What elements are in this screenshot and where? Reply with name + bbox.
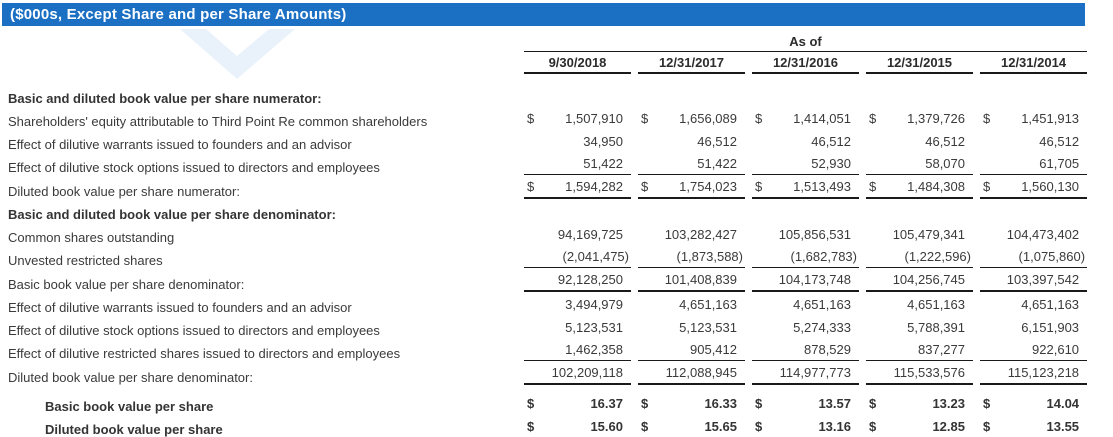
value-cell (859, 268, 973, 292)
cell-value: 12.85 (932, 418, 965, 434)
value-cell (973, 175, 1087, 199)
as-of-cell (517, 34, 1087, 52)
date-row-spacer (0, 52, 517, 74)
cell-value: 13.57 (818, 395, 851, 411)
table-row (0, 175, 1087, 199)
dollar-sign: $ (869, 178, 877, 194)
table-row (0, 414, 1087, 437)
value-cell (631, 175, 745, 199)
cell-value: 5,123,531 (679, 319, 737, 335)
value-cell (517, 129, 631, 152)
row-label: Unvested restricted shares (8, 253, 163, 268)
value-cell (745, 385, 859, 414)
cell-value: (1,222,596) (904, 248, 971, 264)
dollar-sign: $ (641, 418, 649, 434)
cell-value: 104,473,402 (1006, 226, 1080, 242)
cell-value: 1,656,089 (679, 110, 737, 126)
value-cell (517, 338, 631, 361)
cell-value: 15.60 (590, 418, 623, 434)
value-cell (745, 83, 859, 106)
cell-value: 61,705 (1039, 155, 1080, 171)
value-cell (631, 414, 745, 437)
cell-value: 104,256,745 (892, 271, 965, 287)
value-cell (973, 414, 1087, 437)
value-cell (859, 175, 973, 199)
value-cell (517, 175, 631, 199)
cell-value: 4,651,163 (907, 296, 965, 312)
dollar-sign: $ (869, 395, 877, 411)
row-label: Common shares outstanding (8, 230, 175, 245)
cell-value: 1,754,023 (679, 178, 737, 194)
title-bar (2, 3, 1085, 26)
value-cell (745, 106, 859, 129)
value-cell (859, 361, 973, 385)
value-cell (973, 129, 1087, 152)
dollar-sign: $ (527, 418, 535, 434)
cell-value: (1,682,783) (790, 248, 857, 264)
cell-value: 837,277 (918, 341, 965, 357)
value-cell (745, 292, 859, 315)
value-cell (745, 222, 859, 245)
cell-value: 102,209,118 (551, 364, 623, 380)
value-cell (973, 292, 1087, 315)
value-cell (859, 199, 973, 222)
cell-value: 5,123,531 (565, 319, 623, 335)
cell-value: 13.16 (818, 418, 851, 434)
as-of-row (0, 34, 1087, 52)
cell-value: 103,282,427 (664, 226, 737, 242)
column-header (859, 52, 973, 74)
dollar-sign: $ (869, 418, 877, 434)
cell-value: (2,041,475) (562, 248, 629, 264)
table-row (0, 152, 1087, 175)
value-cell (631, 315, 745, 338)
row-label: Effect of dilutive warrants issued to founders and an advisor (8, 300, 352, 315)
value-cell (859, 414, 973, 437)
cell-value: 4,651,163 (1021, 296, 1080, 312)
value-cell (517, 152, 631, 175)
column-header-label: 12/31/2017 (658, 54, 725, 70)
value-cell (859, 315, 973, 338)
value-cell (631, 338, 745, 361)
cell-value: 16.33 (704, 395, 737, 411)
table-row (0, 338, 1087, 361)
value-cell (631, 152, 745, 175)
cell-value: 46,512 (697, 133, 737, 149)
value-cell (631, 83, 745, 106)
dollar-sign: $ (869, 110, 877, 126)
dollar-sign: $ (641, 395, 649, 411)
value-cell (631, 222, 745, 245)
cell-value: 1,484,308 (907, 178, 965, 194)
value-cell (517, 268, 631, 292)
as-of-row-spacer (0, 34, 517, 52)
row-label: Diluted book value per share (45, 422, 223, 437)
value-cell (631, 385, 745, 414)
cell-value: 5,274,333 (793, 319, 851, 335)
value-cell (631, 199, 745, 222)
cell-value: 104,173,748 (778, 271, 851, 287)
table-row (0, 268, 1087, 292)
cell-value: 51,422 (697, 155, 737, 171)
table-row (0, 385, 1087, 414)
dollar-sign: $ (983, 395, 991, 411)
cell-value: 114,977,773 (779, 364, 851, 380)
cell-value: 878,529 (804, 341, 851, 357)
cell-value: 13.55 (1046, 418, 1080, 434)
dollar-sign: $ (983, 110, 991, 126)
cell-value: 4,651,163 (679, 296, 737, 312)
table-row (0, 315, 1087, 338)
value-cell (745, 199, 859, 222)
cell-value: 94,169,725 (557, 226, 623, 242)
value-cell (859, 292, 973, 315)
value-cell (745, 175, 859, 199)
row-label: Diluted book value per share numerator: (8, 184, 240, 199)
cell-value: (1,873,588) (676, 248, 743, 264)
dollar-sign: $ (983, 178, 991, 194)
dollar-sign: $ (755, 178, 763, 194)
value-cell (973, 222, 1087, 245)
table-row (0, 245, 1087, 268)
cell-value: 15.65 (704, 418, 737, 434)
value-cell (517, 385, 631, 414)
column-header-label: 12/31/2014 (1000, 54, 1067, 70)
value-cell (973, 152, 1087, 175)
cell-value: 905,412 (690, 341, 737, 357)
value-cell (859, 222, 973, 245)
cell-value: 46,512 (811, 133, 851, 149)
cell-value: 105,479,341 (892, 226, 965, 242)
dollar-sign: $ (527, 395, 535, 411)
as-of-label: As of (789, 34, 822, 49)
dollar-sign: $ (755, 110, 763, 126)
value-cell (973, 106, 1087, 129)
value-cell (973, 268, 1087, 292)
value-cell (745, 315, 859, 338)
row-label: Basic and diluted book value per share denominator: (8, 207, 336, 222)
value-cell (631, 268, 745, 292)
cell-value: 1,594,282 (565, 178, 623, 194)
column-header-label: 12/31/2016 (772, 54, 839, 70)
cell-value: 922,610 (1032, 341, 1080, 357)
value-cell (631, 106, 745, 129)
dollar-sign: $ (527, 178, 535, 194)
dollar-sign: $ (641, 178, 649, 194)
value-cell (859, 152, 973, 175)
cell-value: 115,533,576 (893, 364, 965, 380)
dollar-sign: $ (641, 110, 649, 126)
cell-value: 34,950 (583, 133, 623, 149)
cell-value: 92,128,250 (557, 271, 623, 287)
dollar-sign: $ (755, 395, 763, 411)
value-cell (517, 414, 631, 437)
column-header (631, 52, 745, 74)
cell-value: 115,123,218 (1007, 364, 1080, 380)
value-cell (859, 83, 973, 106)
column-header (517, 52, 631, 74)
cell-value: 4,651,163 (793, 296, 851, 312)
cell-value: 101,408,839 (664, 271, 737, 287)
row-label: Effect of dilutive restricted shares issued to directors and employees (8, 346, 401, 361)
value-cell (517, 315, 631, 338)
cell-value: 16.37 (590, 395, 623, 411)
cell-value: 46,512 (1039, 133, 1080, 149)
value-cell (859, 129, 973, 152)
table-row (0, 292, 1087, 315)
cell-value: 1,560,130 (1021, 178, 1080, 194)
cell-value: 14.04 (1046, 395, 1080, 411)
value-cell (631, 245, 745, 268)
value-cell (517, 222, 631, 245)
row-label: Effect of dilutive warrants issued to founders and an advisor (8, 137, 352, 152)
dollar-sign: $ (983, 418, 991, 434)
cell-value: 5,788,391 (907, 319, 965, 335)
cell-value: 1,414,051 (793, 110, 851, 126)
value-cell (745, 129, 859, 152)
row-label: Effect of dilutive stock options issued to directors and employees (8, 323, 380, 338)
column-header-label: 12/31/2015 (886, 54, 953, 70)
value-cell (517, 245, 631, 268)
value-cell (745, 152, 859, 175)
value-cell (973, 385, 1087, 414)
value-cell (973, 245, 1087, 268)
cell-value: 1,513,493 (793, 178, 851, 194)
table-row (0, 129, 1087, 152)
value-cell (631, 361, 745, 385)
column-header-label: 9/30/2018 (548, 54, 607, 70)
column-header (973, 52, 1087, 74)
cell-value: 1,462,358 (565, 341, 623, 357)
cell-value: (1,075,860) (1018, 248, 1086, 264)
cell-value: 105,856,531 (778, 226, 851, 242)
table-row (0, 106, 1087, 129)
table-row (0, 361, 1087, 385)
cell-value: 46,512 (925, 133, 965, 149)
value-cell (517, 199, 631, 222)
row-label: Basic and diluted book value per share numerator: (8, 91, 322, 106)
table-body (0, 83, 1087, 437)
value-cell (859, 338, 973, 361)
value-cell (517, 361, 631, 385)
cell-value: 13.23 (932, 395, 965, 411)
value-cell (973, 199, 1087, 222)
row-label: Basic book value per share denominator: (8, 277, 245, 292)
cell-value: 112,088,945 (665, 364, 737, 380)
row-label: Effect of dilutive stock options issued to directors and employees (8, 160, 380, 175)
cell-value: 1,451,913 (1021, 110, 1080, 126)
value-cell (745, 361, 859, 385)
value-cell (973, 83, 1087, 106)
page-title: ($000s, Except Share and per Share Amounts) (10, 6, 347, 23)
cell-value: 1,379,726 (907, 110, 965, 126)
cell-value: 103,397,542 (1006, 271, 1080, 287)
cell-value: 58,070 (925, 155, 965, 171)
dollar-sign: $ (755, 418, 763, 434)
value-cell (517, 292, 631, 315)
value-cell (745, 414, 859, 437)
value-cell (973, 338, 1087, 361)
value-cell (745, 245, 859, 268)
value-cell (631, 129, 745, 152)
value-cell (745, 338, 859, 361)
cell-value: 51,422 (583, 155, 623, 171)
section-header-row (0, 199, 1087, 222)
value-cell (517, 83, 631, 106)
value-cell (859, 106, 973, 129)
cell-value: 52,930 (811, 155, 851, 171)
cell-value: 6,151,903 (1021, 319, 1080, 335)
value-cell (973, 315, 1087, 338)
value-cell (517, 106, 631, 129)
column-header (745, 52, 859, 74)
table-row (0, 222, 1087, 245)
row-label: Diluted book value per share denominator: (8, 370, 253, 385)
value-cell (859, 245, 973, 268)
financial-table (0, 34, 1087, 437)
row-label: Basic book value per share (45, 399, 214, 414)
date-header-row (0, 52, 1087, 74)
value-cell (973, 361, 1087, 385)
value-cell (859, 385, 973, 414)
section-header-row (0, 83, 1087, 106)
cell-value: 1,507,910 (565, 110, 623, 126)
value-cell (745, 268, 859, 292)
cell-value: 3,494,979 (565, 296, 623, 312)
value-cell (631, 292, 745, 315)
row-label: Shareholders' equity attributable to Third Point Re common shareholders (8, 114, 428, 129)
dollar-sign: $ (527, 110, 535, 126)
